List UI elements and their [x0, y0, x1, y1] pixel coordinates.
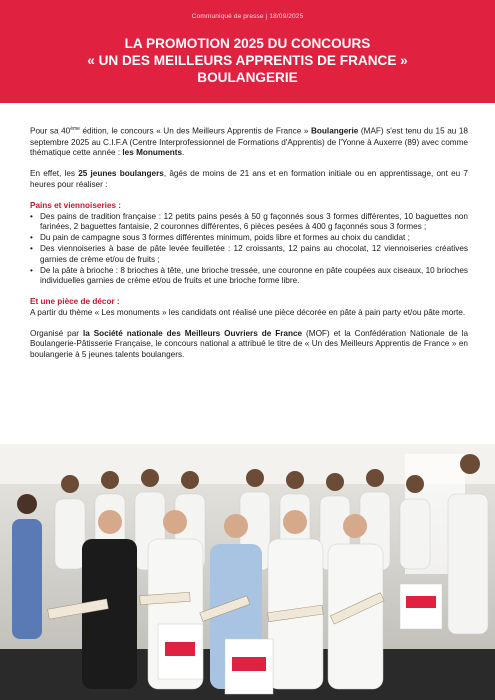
- intro-paragraph-2: En effet, les 25 jeunes boulangers, âgés de moins de 21 ans et en formation initiale ou en apprentissage, ont eu 7 heures pour réaliser :: [30, 169, 468, 189]
- group-photo-illustration: [0, 444, 495, 700]
- closing-paragraph: Organisé par la Société nationale des Meilleurs Ouvriers de France (MOF) et la Confédération Nationale de la Boulangerie-Pâtisserie Française, le concours national a attribué le titre de « Un des Meilleurs Apprentis de France » en boulangerie à 5 jeunes talents boulangers.: [30, 328, 468, 360]
- section-title-decor: Et une pièce de décor :: [30, 297, 120, 307]
- page-title: [20, 35, 475, 86]
- list-item: • De la pâte à brioche : 8 brioches à tête, une brioche tressée, une couronne en pâte coupées aux ciseaux, 10 brioches individuelles garnies de crème et/ou de fruits et une brioche forme libre.: [30, 266, 468, 288]
- document-body: [30, 124, 468, 361]
- header-band: [0, 0, 495, 103]
- list-item: • Des viennoiseries à base de pâte levée feuilletée : 12 croissants, 12 pains au chocolat, 12 viennoiseries créatives garnies de crème et/ou de fruits ;: [30, 244, 468, 266]
- section-title-pains: Pains et viennoiseries :: [30, 200, 122, 210]
- list-item: • Des pains de tradition française : 12 petits pains pesés à 50 g façonnés sous 3 formes différentes, 10 baguettes non farinées, 2 baguettes fantaisie, 2 couronnes différentes, 6 pièces pesées à 400 g façonnés sous 3 formes ;: [30, 212, 468, 234]
- group-photo: [0, 444, 495, 700]
- intro-paragraph-1: Pour sa 40ème édition, le concours « Un des Meilleurs Apprentis de France » Boulangerie (MAF) s'est tenu du 15 au 18 septembre 2025 au C.I.F.A (Centre Interprofessionnel de Formations d'Apprentis) de l'Yonne à Auxerre (89) avec comme thématique cette année : les Monuments.: [30, 126, 468, 158]
- decor-paragraph: A partir du thème « Les monuments » les candidats ont réalisé une pièce décorée en pâte à pain party et/ou pâte morte.: [30, 307, 466, 317]
- title-line-1: LA PROMOTION 2025 DU CONCOURS: [124, 36, 371, 51]
- bullet-list: [30, 212, 468, 288]
- list-item: • Du pain de campagne sous 3 formes différentes minimum, poids libre et formes au choix du candidat ;: [30, 233, 468, 244]
- title-line-3: BOULANGERIE: [197, 70, 298, 85]
- title-line-2: « UN DES MEILLEURS APPRENTIS DE FRANCE »: [87, 53, 408, 68]
- press-release-date: Communiqué de presse | 18/09/2025: [191, 13, 304, 20]
